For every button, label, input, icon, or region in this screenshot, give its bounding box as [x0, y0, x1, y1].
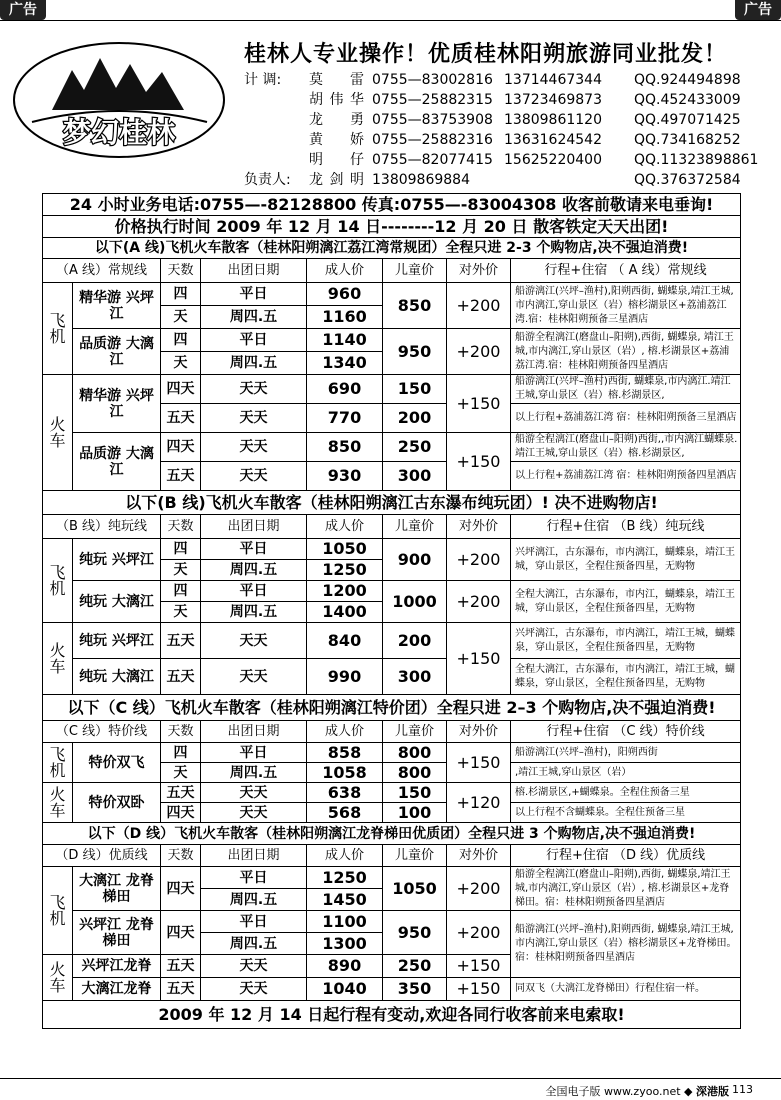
table-row: 天 周四.五 1340	[43, 352, 741, 375]
table-row: 品质游 大漓江 四天 天天 850 250 +150 船游全程漓江(磨盘山–阳朔)西街,,市内漓江蝴蝶泉.靖江王城,穿山景区（岩）榕.杉湖景区,	[43, 433, 741, 462]
table-row: 天 周四.五 1400	[43, 602, 741, 623]
c-line-banner: 以下（C 线）飞机火车散客（桂林阳朔漓江特价团）全程只进 2–3 个购物店,决不强迫消费!	[43, 695, 741, 721]
page-number: 113	[732, 1083, 753, 1096]
contact-row: 负责人: 龙剑明 13809869884 QQ.376372584	[244, 172, 741, 188]
table-row: 兴坪江 龙脊梯田 四天 平日 1100 950 +200 船游漓江(兴坪–渔村),阳朔西街, 蝴蝶泉,靖江王城,市内漓江,穿山景区（岩）榕杉湖景区+龙脊梯田。宿：桂林阳朔预备四星酒店	[43, 911, 741, 933]
table-row: 纯玩 大漓江 四 平日 1200 1000 +200 全程大漓江，古东瀑布，市内江，蝴蝶泉，靖江王城，穿山景区，全程住预备四星，无购物	[43, 581, 741, 602]
contact-row: 明 仔 0755—82077415 15625220400 QQ.11323898861	[309, 152, 759, 168]
contact-row: 胡伟华 0755—25882315 13723469873 QQ.452433009	[309, 92, 741, 108]
mountain-icon	[52, 58, 184, 110]
table-row: 天 周四.五 1250	[43, 560, 741, 581]
ad-tag-left: 广告	[0, 0, 46, 20]
headline: 桂林人专业操作！优质桂林阳朔旅游同业批发！	[244, 42, 728, 67]
plane-label: 飞机	[43, 283, 73, 375]
a-line-header: （A 线）常规线 天数 出团日期 成人价 儿童价 对外价 行程+住宿 （ A 线）常规线	[43, 259, 741, 283]
table-row: 五天 天天 770 200 以上行程+荔浦荔江湾 宿：桂林阳朔预备三星酒店	[43, 404, 741, 433]
table-row: 天 周四.五 1058 800 ,靖江王城,穿山景区（岩）	[43, 763, 741, 783]
diamond-icon: ◆	[684, 1085, 693, 1098]
table-row: 飞机 特价双飞 四 平日 858 800 +150 船游漓江(兴坪–渔村)，阳朔西街	[43, 743, 741, 763]
d-line-banner: 以下（D 线）飞机火车散客（桂林阳朔漓江龙脊梯田优质团）全程只进 3 个购物店,决不强迫消费!	[43, 823, 741, 845]
table-row: 火车 兴坪江龙脊 五天 天天 890 250 +150	[43, 955, 741, 978]
table-row: 五天 天天 930 300 以上行程+荔浦荔江湾 宿：桂林阳朔预备四星酒店	[43, 462, 741, 491]
d-line-header: （D 线）优质线 天数 出团日期 成人价 儿童价 对外价 行程+住宿 （D 线）优质线	[43, 845, 741, 867]
table-row: 周四.五 1300	[43, 933, 741, 955]
info-phone-row: 24 小时业务电话:0755—-82128800 传真:0755—-83004308 收客前敬请来电垂询!	[43, 194, 741, 216]
contact-row: 计 调: 莫 雷 0755—83002816 13714467344 QQ.924494898	[244, 72, 741, 88]
contact-row: 黄 娇 0755—25882316 13631624542 QQ.734168252	[309, 132, 741, 148]
b-line-header: （B 线）纯玩线 天数 出团日期 成人价 儿童价 对外价 行程+住宿 （B 线）纯玩线	[43, 515, 741, 539]
logo-text: 梦幻桂林	[62, 116, 176, 149]
c-line-header: （C 线）特价线 天数 出团日期 成人价 儿童价 对外价 行程+住宿 （C 线）特价线	[43, 721, 741, 743]
top-rule	[0, 20, 781, 21]
table-row: 大漓江龙脊 五天 天天 1040 350 +150 同双飞（大漓江龙脊梯田）行程住宿一样。	[43, 978, 741, 1001]
table-row: 飞机 大漓江 龙脊梯田 四天 平日 1250 1050 +200 船游全程漓江(磨盘山–阳朔),西街, 蝴蝶泉,靖江王城,市内漓江,穿山景区（岩）, 榕.杉湖景区+龙脊梯田。宿：桂林阳朔预备四星酒店	[43, 867, 741, 889]
table-row: 火车 精华游 兴坪江 四天 天天 690 150 +150 船游漓江(兴坪–渔村)西街, 蝴蝶泉,市内漓江.靖江王城,穿山景区（岩）榕.杉湖景区,	[43, 375, 741, 404]
table-row: 火车 特价双卧 五天 天天 638 150 +120 榕.杉湖景区,+蝴蝶泉。全程住预备三星	[43, 783, 741, 803]
footer-notice: 2009 年 12 月 14 日起行程有变动,欢迎各同行收客前来电索取!	[43, 1001, 741, 1029]
table-row: 飞机 精华游 兴坪江 四 平日 960 850 +200 船游漓江(兴坪–渔村),阳朔西街, 蝴蝶泉,靖江王城,市内漓江,穿山景区（岩）榕杉湖景区+荔浦荔江湾.宿：桂林阳朔预备三星酒店	[43, 283, 741, 306]
price-table	[42, 193, 741, 1029]
ad-tag-right: 广告	[735, 0, 781, 20]
b-line-banner: 以下(B 线)飞机火车散客（桂林阳朔漓江古东瀑布纯玩团）! 决不进购物店!	[43, 491, 741, 515]
table-row: 周四.五 1450	[43, 889, 741, 911]
table-row: 品质游 大漓江 四 平日 1140 950 +200 船游全程漓江(磨盘山–阳朔),西街, 蝴蝶泉, 靖江王城,市内漓江,穿山景区（岩）, 榕.杉湖景区+荔浦荔江湾.宿：桂林阳朔预备四星酒店	[43, 329, 741, 352]
table-row: 天 周四.五 1160	[43, 306, 741, 329]
info-date-row: 价格执行时间 2009 年 12 月 14 日--------12 月 20 日 散客铁定天天出团!	[43, 216, 741, 238]
table-row: 纯玩 大漓江 五天 天天 990 300 全程大漓江，古东瀑布，市内漓江，靖江王城，蝴蝶泉，穿山景区，全程住预备四星，无购物	[43, 659, 741, 695]
logo	[12, 40, 227, 160]
contacts-block	[244, 70, 781, 190]
contact-row: 龙 勇 0755—83753908 13809861120 QQ.497071425	[309, 112, 741, 128]
table-row: 火车 纯玩 兴坪江 五天 天天 840 200 +150 兴坪漓江，古东瀑布，市内漓江，靖江王城，蝴蝶泉，穿山景区，全程住预备四星，无购物	[43, 623, 741, 659]
train-label: 火车	[43, 375, 73, 491]
table-row: 飞机 纯玩 兴坪江 四 平日 1050 900 +200 兴坪漓江，古东瀑布，市内漓江，蝴蝶泉，靖江王城，穿山景区，全程住预备四星，无购物	[43, 539, 741, 560]
page-footer	[0, 1078, 781, 1100]
table-row: 四天 天天 568 100 以上行程不含蝴蝶泉。全程住预备三星	[43, 803, 741, 823]
footer-site: 全国电子版 www.zyoo.net ◆ 深港版	[545, 1085, 729, 1098]
a-line-banner: 以下(A 线)飞机火车散客（桂林阳朔漓江荔江湾常规团）全程只进 2-3 个购物店,决不强迫消费!	[43, 238, 741, 259]
